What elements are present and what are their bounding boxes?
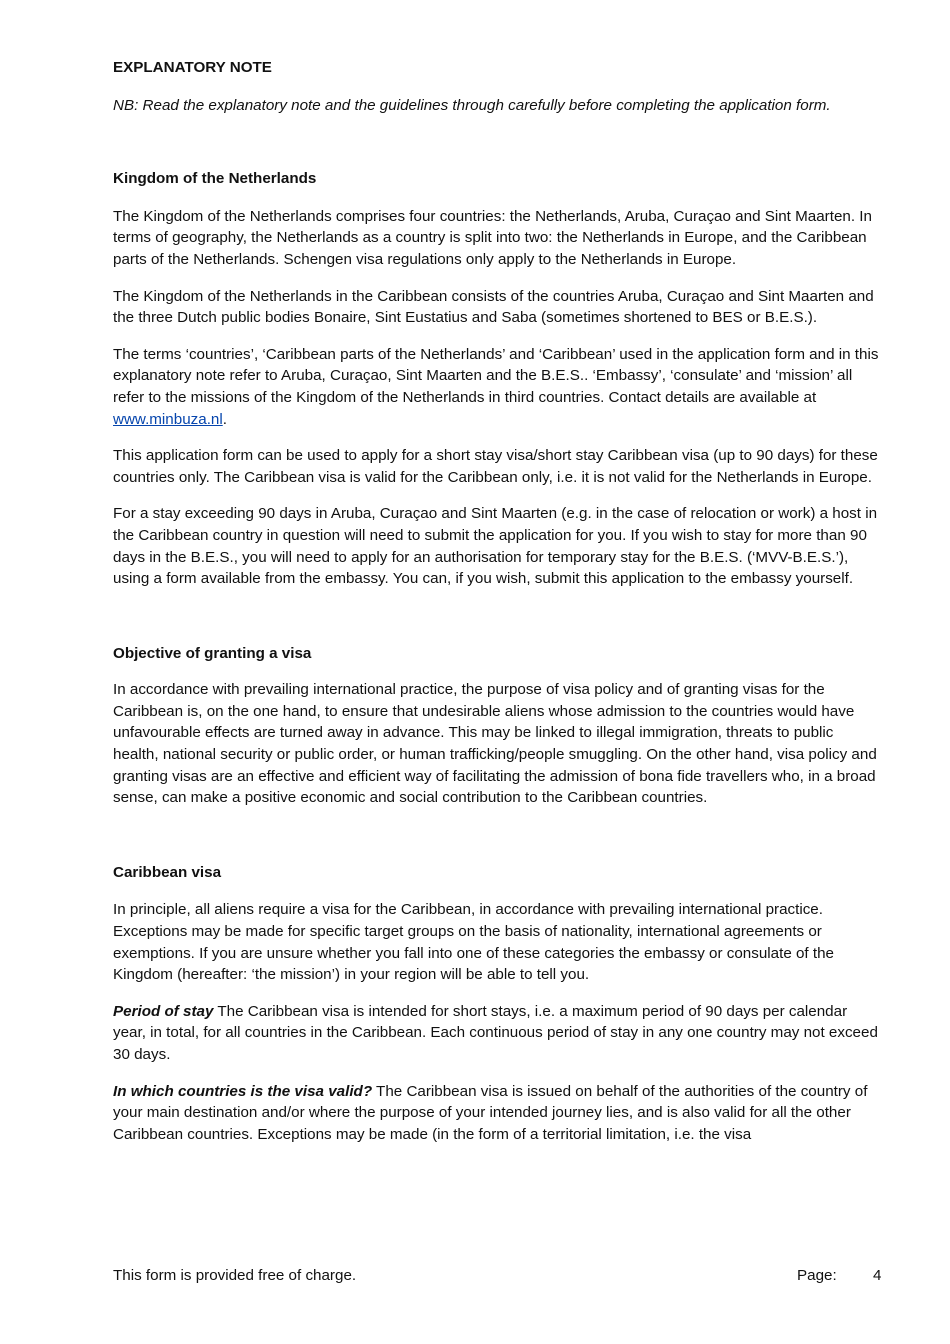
caribbean-visa-heading: Caribbean visa — [113, 863, 222, 881]
kingdom-paragraph-3 — [113, 344, 883, 430]
kingdom-paragraph-5: For a stay exceeding 90 days in Aruba, Curaçao and Sint Maarten (e.g. in the case of relocation or work) a host in the Caribbean country in question will need to submit the application for you. If you wish to stay for more than 90 days in the B.E.S., you will need to apply for an authorisation for temporary stay for the B.E.S. (‘MVV-B.E.S.’), using a form available from the embassy. You can, if you wish, submit this application to the embassy yourself. — [113, 505, 878, 588]
visa-validity-paragraph — [113, 1081, 883, 1146]
footer-note: This form is provided free of charge. — [113, 1267, 357, 1284]
visa-validity-lead: In which countries is the visa valid? — [113, 1082, 373, 1100]
kingdom-paragraph-4: This application form can be used to apply for a short stay visa/short stay Caribbean visa (up to 90 days) for these countries only. The Caribbean visa is valid for the Caribbean only, i.e. it is not valid for the Netherlands in Europe. — [113, 447, 878, 486]
period-of-stay-text: The Caribbean visa is intended for short stays, i.e. a maximum period of 90 days per calendar year, in total, for all countries in the Caribbean. Each continuous period of stay in any one country may not exceed 30 days. — [113, 1002, 878, 1063]
period-of-stay-lead: Period of stay — [113, 1002, 214, 1020]
page-number: 4 — [873, 1267, 882, 1284]
kingdom-paragraph-3-text: The terms ‘countries’, ‘Caribbean parts of the Netherlands’ and ‘Caribbean’ used in the application form and in this explanatory note refer to Aruba, Curaçao, Sint Maarten and the B.E.S.. ‘Embassy’, ‘consulate’ and ‘mission’ all refer to the missions of the Kingdom of the Netherlands in third countries. Contact details are available at — [113, 345, 879, 406]
document-title: EXPLANATORY NOTE — [113, 59, 272, 76]
objective-paragraph-1: In accordance with prevailing international practice, the purpose of visa policy and of granting visas for the Caribbean is, on the one hand, to ensure that undesirable aliens whose admission to the countries would have unfavourable effects are turned away in advance. This may be linked to illegal immigration, threats to public health, national security or public order, or human trafficking/people smuggling. On the other hand, visa policy and granting visas are an effective and efficient way of facilitating the admission of bona fide travellers who, in a broad sense, can make a positive economic and social contribution to the Caribbean countries. — [113, 681, 877, 807]
content — [113, 57, 883, 1145]
page-label: Page: — [797, 1267, 837, 1284]
kingdom-paragraph-3-end: . — [222, 410, 227, 428]
page-footer — [113, 1265, 883, 1287]
minbuza-link[interactable]: www.minbuza.nl — [113, 410, 223, 428]
caribbean-visa-paragraph-1: In principle, all aliens require a visa for the Caribbean, in accordance with prevailing international practice. Exceptions may be made for specific target groups on the basis of nationality, international agreements or exemptions. If you are unsure whether you fall into one of these categories the embassy or consulate of the Kingdom (hereafter: ‘the mission’) in your region will be able to tell you. — [113, 901, 834, 984]
period-of-stay-paragraph — [113, 1001, 883, 1066]
visa-validity-text: The Caribbean visa is issued on behalf of the authorities of the country of your main destination and/or where the purpose of your intended journey lies, and is also valid for all the other Caribbean countries. Exceptions may be made (in the form of a territorial limitation, i.e. the visa — [113, 1082, 868, 1143]
nb-note: NB: Read the explanatory note and the guidelines through carefully before completing the application form. — [113, 96, 831, 114]
kingdom-paragraph-2: The Kingdom of the Netherlands in the Caribbean consists of the countries Aruba, Curaçao and Sint Maarten and the three Dutch public bodies Bonaire, Sint Eustatius and Saba (sometimes shortened to BES or B.E.S.). — [113, 287, 874, 327]
kingdom-paragraph-1: The Kingdom of the Netherlands comprises four countries: the Netherlands, Aruba, Curaçao and Sint Maarten. In terms of geography, the Netherlands as a country is split into two: the Netherlands in Europe, and the Caribbean parts of the Netherlands. Schengen visa regulations only apply to the Netherlands in Europe. — [113, 207, 872, 268]
objective-heading: Objective of granting a visa — [113, 644, 312, 662]
kingdom-heading: Kingdom of the Netherlands — [113, 170, 317, 188]
